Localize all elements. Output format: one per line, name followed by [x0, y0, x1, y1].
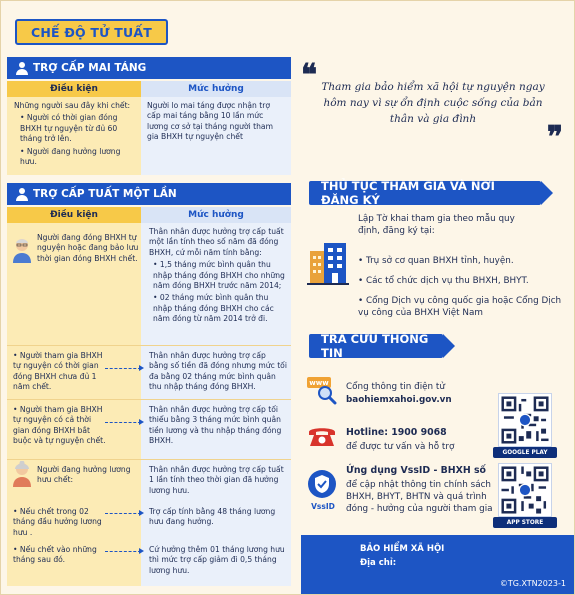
lookup-section-header: TRA CỨU THÔNG TIN [309, 334, 443, 358]
procedure-intro: Lập Tờ khai tham gia theo mẫu quy định, đăng ký tại: [358, 214, 515, 236]
lump-sum-col-condition: Điều kiện [7, 207, 141, 223]
lump-sum-title: TRỢ CẤP TUẤT MỘT LẦN [33, 188, 177, 200]
app-title-text: Ứng dụng VssID - BHXH số [346, 465, 486, 476]
quote-box [301, 58, 563, 155]
app-store-label: APP STORE [493, 517, 557, 528]
section-title-tag: CHẾ ĐỘ TỬ TUẤT [15, 19, 168, 45]
funeral-benefit-text: Người lo mai táng được nhận trợ cấp mai táng bằng 10 lần mức lương cơ sở tại tháng người tham gia BHXH tự nguyện chết [147, 101, 273, 142]
row-divider [7, 399, 291, 400]
telephone-icon [307, 424, 337, 448]
close-quote-mark: ❞ [546, 120, 563, 155]
hotline[interactable] [346, 427, 496, 439]
funeral-benefit-cell [141, 97, 291, 175]
benefit-line: • 02 tháng mức bình quân thu nhập tháng đóng BHXH cho các năm đóng từ năm 2014 trở đi. [153, 293, 274, 324]
arrow-connector [105, 422, 141, 423]
footer-code: ©TG.XTN2023-1 [499, 579, 566, 588]
footer-bar [301, 535, 575, 595]
funeral-col-benefit: Mức hưởng [141, 81, 291, 97]
website-icon [307, 377, 337, 403]
vssid-label: VssID [311, 502, 335, 511]
portal-label: Cổng thông tin điện tử [346, 382, 445, 392]
lump-sum-condition-6: • Nếu chết vào những tháng sau đó. [13, 545, 97, 565]
lump-sum-condition-5: • Nếu chết trong 02 tháng đầu hưởng lương hưu . [13, 507, 102, 537]
procedure-section-header: THỦ TỤC THAM GIA VÀ NƠI ĐĂNG KÝ [309, 181, 541, 205]
funeral-condition-item: • Người có thời gian đóng BHXH tự nguyện từ đủ 60 tháng trở lên. [20, 113, 118, 144]
arrow-connector [105, 513, 141, 514]
open-quote-mark: ❝ [301, 58, 318, 93]
benefit-line: • 1,5 tháng mức bình quân thu nhập tháng đóng BHXH cho những năm đóng BHXH trước năm 2014; [153, 260, 285, 291]
lump-sum-condition-1: Người đang đóng BHXH tự nguyện hoặc đang bảo lưu thời gian đóng BHXH chết. [37, 233, 139, 263]
vssid-shield-icon [307, 469, 337, 499]
magnifier-icon [317, 385, 337, 405]
procedure-item: • Trụ sở cơ quan BHXH tỉnh, huyện. [358, 256, 514, 266]
hotline-number: Hotline: 1900 9068 [346, 427, 447, 438]
quote-text: Tham gia bảo hiểm xã hội tự nguyện ngay hôm nay vì sự ổn định cuộc sống của bản thân và gia đình [321, 81, 545, 125]
lump-sum-benefit-4: Thân nhân được hưởng trợ cấp tuất 1 lần tính theo thời gian đã hưởng lương hưu. [149, 465, 284, 495]
benefit-line: Thân nhân được hưởng trợ cấp tuất một lần tính theo số năm đã đóng BHXH, cứ mỗi năm tính bằng: [149, 227, 284, 257]
lump-sum-condition-3: • Người tham gia BHXH tự nguyện có cả thời gian đóng BHXH bắt buộc và tự nguyện chết. [13, 405, 106, 446]
arrow-connector [105, 368, 141, 369]
funeral-col-condition: Điều kiện [7, 81, 141, 97]
procedure-item: • Các tổ chức dịch vụ thu BHXH, BHYT. [358, 276, 529, 286]
lump-sum-benefit-3: Thân nhân được hưởng trợ cấp tối thiểu bằng 3 tháng mức bình quân tiền lương và thu nhập tháng đóng BHXH. [149, 405, 282, 446]
office-building-icon [307, 241, 349, 285]
elderly-man-icon [11, 237, 33, 263]
footer-org: BẢO HIỂM XÃ HỘI [360, 544, 445, 554]
funeral-condition-item: • Người đang hưởng lương hưu. [20, 146, 121, 167]
lump-sum-benefit-5: Trợ cấp tính bằng 48 tháng lương hưu đang hưởng. [149, 507, 276, 527]
lump-sum-benefit-2: Thân nhân được hưởng trợ cấp bằng số tiền đã đóng nhưng mức tối đa bằng 02 tháng mức bình quân thu nhập tháng đóng BHXH. [149, 351, 287, 392]
funeral-condition-cell [7, 97, 141, 175]
lump-sum-condition-4: Người đang hưởng lương hưu chết: [37, 465, 131, 485]
vssid-app-icon [307, 469, 339, 515]
person-icon [15, 187, 29, 201]
funeral-title: TRỢ CẤP MAI TÁNG [33, 62, 147, 74]
lump-sum-benefit-1 [149, 227, 287, 327]
footer-address-label: Địa chỉ: [360, 558, 397, 568]
procedure-item: • Cổng Dịch vụ công quốc gia hoặc Cổng Dịch vụ công của BHXH Việt Nam [358, 296, 562, 318]
app-title [346, 465, 506, 477]
portal-url[interactable]: baohiemxahoi.gov.vn [346, 395, 452, 405]
lump-sum-benefit-6: Cứ hưởng thêm 01 tháng lương hưu thì mức trợ cấp giảm đi 0,5 tháng lương hưu. [149, 545, 285, 575]
lump-sum-col-benefit: Mức hưởng [141, 207, 291, 223]
app-store-qr-code[interactable] [498, 463, 552, 517]
lump-sum-condition-2: • Người tham gia BHXH tự nguyện có thời gian đóng BHXH chưa đủ 1 năm chết. [13, 351, 103, 392]
hotline-note: để được tư vấn và hỗ trợ [346, 442, 455, 452]
google-play-qr-code[interactable] [498, 393, 552, 447]
person-icon [15, 61, 29, 75]
www-badge: www [307, 377, 331, 388]
elderly-woman-icon [11, 461, 33, 487]
app-description: để cập nhật thông tin chính sách BHXH, BHYT, BHTN và quá trình đóng - hưởng của người tham gia [346, 480, 493, 514]
google-play-label: GOOGLE PLAY [493, 447, 557, 458]
row-divider [7, 345, 291, 346]
arrow-connector [105, 551, 141, 552]
row-divider [7, 459, 291, 460]
funeral-condition-intro: Những người sau đây khi chết: [14, 101, 131, 110]
lump-sum-section-header [7, 183, 291, 205]
funeral-section-header [7, 57, 291, 79]
